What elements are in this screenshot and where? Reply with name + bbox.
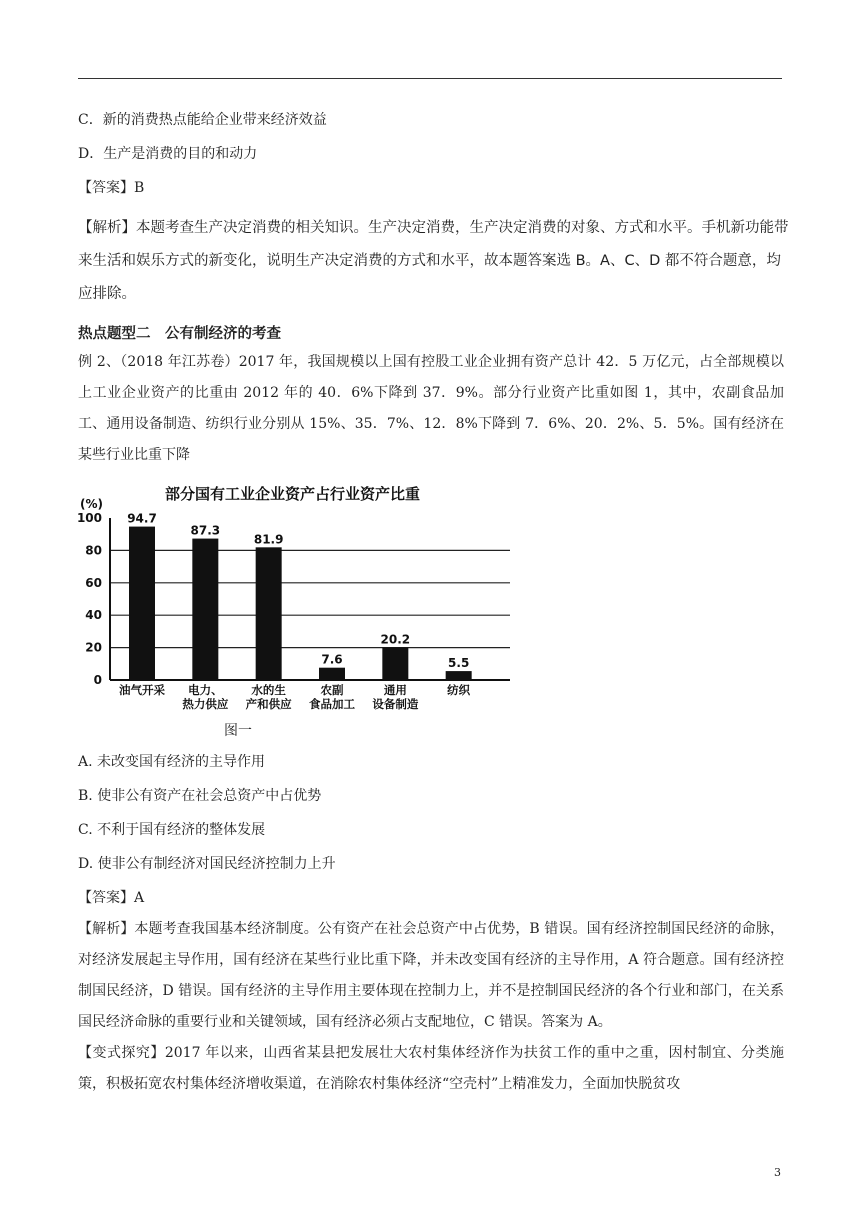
category-label: 设备制造 — [372, 697, 419, 711]
bar-value-label: 7.6 — [321, 652, 343, 667]
chart-svg — [76, 482, 520, 714]
y-tick-label: 100 — [76, 511, 102, 525]
ex2-answer: 【答案】A — [78, 890, 145, 906]
chart-ylabel: (%) — [80, 497, 103, 511]
category-label: 热力供应 — [182, 697, 229, 711]
q1-option-d: D．生产是消费的目的和动力 — [78, 146, 258, 162]
bar — [129, 527, 155, 680]
category-label: 水的生 — [251, 683, 286, 697]
header-rule — [78, 78, 782, 79]
y-tick-label: 80 — [85, 543, 102, 558]
category-label: 纺织 — [447, 683, 471, 697]
bar — [446, 671, 472, 680]
y-tick-label: 40 — [85, 608, 102, 623]
bar — [192, 539, 218, 680]
ex2-option-d: D. 使非公有制经济对国民经济控制力上升 — [78, 856, 336, 872]
bar-value-label: 5.5 — [448, 656, 470, 671]
ex2-option-a: A. 未改变国有经济的主导作用 — [78, 754, 266, 770]
bar — [256, 547, 282, 680]
page-number: 3 — [774, 1166, 781, 1179]
q1-explanation: 【解析】本题考查生产决定消费的相关知识。生产决定消费，生产决定消费的对象、方式和水平。手机新功能带来生活和娱乐方式的新变化，说明生产决定消费的方式和水平，故本题答案选 B。A、C、D 都不符合题意，均应排除。 — [78, 220, 789, 302]
chart-caption: 图一 — [224, 723, 252, 739]
section-heading: 热点题型二 公有制经济的考查 — [78, 326, 281, 342]
bar — [382, 647, 408, 680]
y-tick-label: 60 — [85, 575, 102, 590]
ex2-option-b: B. 使非公有资产在社会总资产中占优势 — [78, 788, 322, 804]
ex2-explanation: 【解析】本题考查我国基本经济制度。公有资产在社会总资产中占优势，B 错误。国有经济控制国民经济的命脉，对经济发展起主导作用，国有经济在某些行业比重下降，并未改变国有经济的主导作用，A 符合题意。国有经济控制国民经济，D 错误。国有经济的主导作用主要体现在控制力上，并不是控制国民经济的各个行业和部门，在关系国民经济命脉的重要行业和关键领域，国有经济必须占支配地位，C 错误。答案为 A。 — [78, 921, 784, 1030]
category-label: 油气开采 — [119, 683, 165, 697]
category-label: 农副 — [320, 683, 344, 697]
variant-text: 【变式探究】2017 年以来，山西省某县把发展壮大农村集体经济作为扶贫工作的重中之重，因村制宜、分类施策，积极拓宽农村集体经济增收渠道，在消除农村集体经济“空壳村”上精准发力，全面加快脱贫攻 — [78, 1045, 784, 1092]
y-tick-label: 20 — [85, 640, 102, 655]
bar-value-label: 94.7 — [127, 511, 157, 526]
bar-value-label: 81.9 — [253, 532, 284, 547]
bar-value-label: 87.3 — [190, 523, 221, 538]
bar-chart — [76, 482, 520, 714]
category-label: 食品加工 — [309, 697, 355, 711]
category-label: 电力、 — [188, 683, 223, 697]
ex2-option-c: C. 不利于国有经济的整体发展 — [78, 822, 266, 838]
category-label: 通用 — [383, 683, 407, 697]
q1-option-c: C．新的消费热点能给企业带来经济效益 — [78, 112, 327, 128]
bar — [319, 668, 345, 680]
chart-title: 部分国有工业企业资产占行业资产比重 — [165, 485, 421, 503]
bar-value-label: 20.2 — [380, 632, 411, 647]
q1-answer: 【答案】B — [78, 180, 145, 196]
example2-text: 例 2、（2018 年江苏卷）2017 年，我国规模以上国有控股工业企业拥有资产总计 42．5 万亿元，占全部规模以上工业企业资产的比重由 2012 年的 40．6%下降到 37．9%。部分行业资产比重如图 1，其中，农副食品加工、通用设备制造、纺织行业分别从 15%、35．7%、12．8%下降到 7．6%、20．2%、5．5%。国有经济在某些行业比重下降 — [78, 354, 784, 463]
category-label: 产和供应 — [245, 697, 292, 711]
y-tick-label: 0 — [93, 673, 102, 687]
